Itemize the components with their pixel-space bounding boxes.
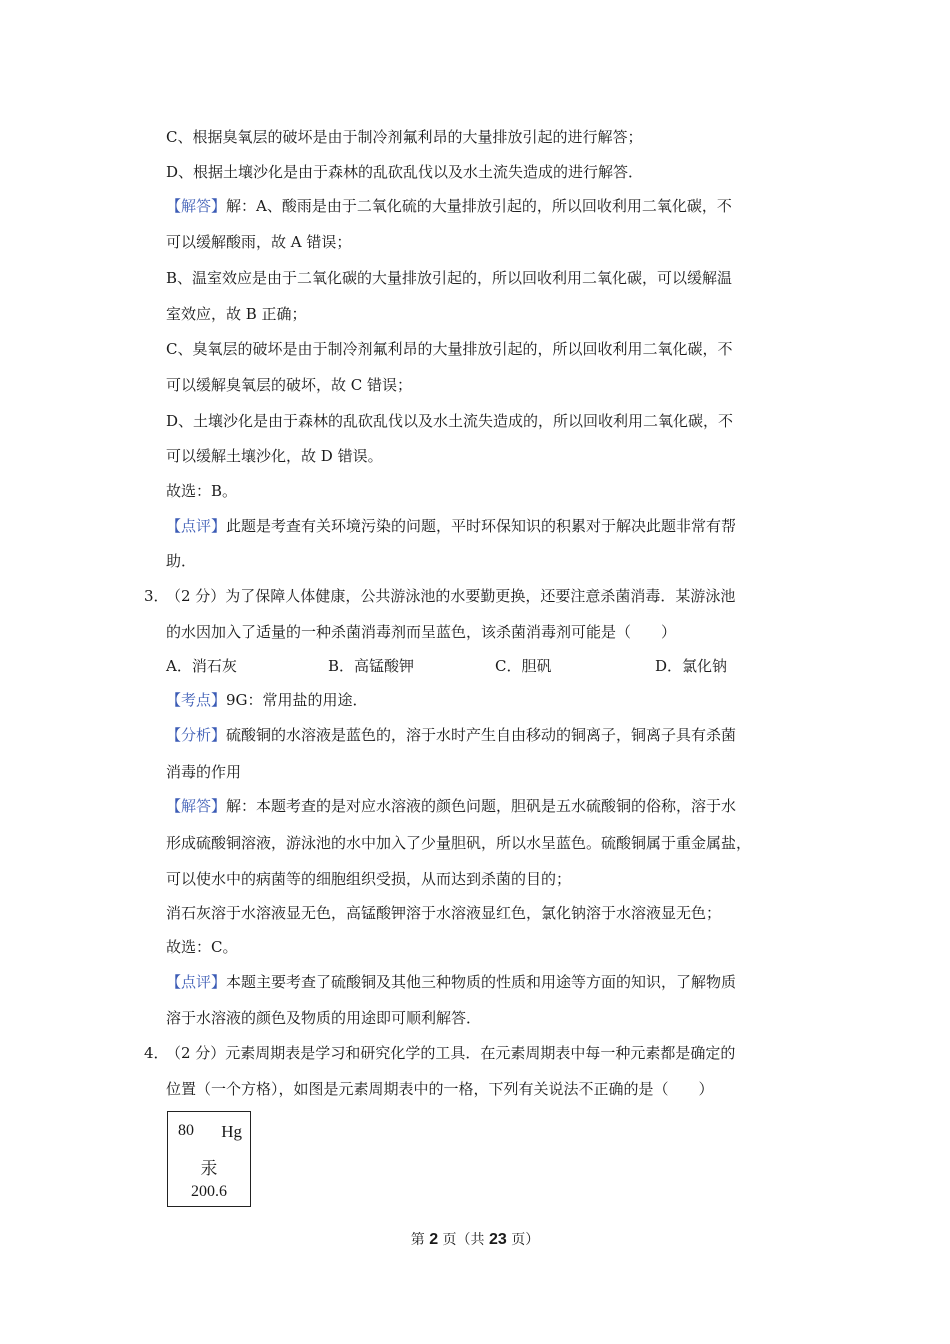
q3-analysis-line-2: 消毒的作用 (166, 763, 242, 781)
q2-answer-line-4: 室效应，故 B 正确； (166, 305, 307, 323)
atomic-mass: 200.6 (191, 1183, 227, 1200)
q2-answer-line-8: 可以缓解土壤沙化，故 D 错误。 (166, 447, 383, 465)
point-tag: 【考点】 (166, 691, 227, 709)
periodic-table-cell (167, 1111, 251, 1207)
q3-answer-line-1: 【解答】解：本题考查的是对应水溶液的颜色问题，胆矾是五水硫酸铜的俗称，溶于水 (166, 797, 737, 815)
q2-answer-line-1: 【解答】解：A、酸雨是由于二氧化硫的大量排放引起的，所以回收利用二氧化碳，不 (166, 197, 732, 215)
q2-line-c: C、根据臭氧层的破坏是由于制冷剂氟利昂的大量排放引起的进行解答； (166, 128, 643, 146)
q2-answer-line-5: C、臭氧层的破坏是由于制冷剂氟利昂的大量排放引起的，所以回收利用二氧化碳，不 (166, 340, 733, 358)
q4-stem-line-1: （2 分）元素周期表是学习和研究化学的工具．在元素周期表中每一种元素都是确定的 (166, 1044, 736, 1062)
q3-number: 3． (144, 587, 169, 605)
analysis-tag: 【分析】 (166, 726, 227, 744)
page-footer: 第 2 页（共 23 页） (410, 1231, 540, 1248)
q3-stem-line-2: 的水因加入了适量的一种杀菌消毒剂而呈蓝色，该杀菌消毒剂可能是（ ） (166, 623, 677, 641)
q2-answer-line-7: D、土壤沙化是由于森林的乱砍乱伐以及水土流失造成的，所以回收利用二氧化碳，不 (166, 412, 734, 430)
q2-answer-line-2: 可以缓解酸雨，故 A 错误； (166, 233, 352, 251)
element-name: 汞 (200, 1159, 218, 1179)
q3-stem-line-1: （2 分）为了保障人体健康，公共游泳池的水要勤更换，还要注意杀菌消毒．某游泳池 (166, 587, 736, 605)
q2-answer-line-6: 可以缓解臭氧层的破坏，故 C 错误； (166, 376, 413, 394)
q3-option-a: A．消石灰 (166, 657, 237, 675)
q3-comment-line-1: 【点评】本题主要考查了硫酸铜及其他三种物质的性质和用途等方面的知识，了解物质 (166, 973, 737, 991)
q4-stem-line-2: 位置（一个方格），如图是元素周期表中的一格，下列有关说法不正确的是（ ） (166, 1080, 714, 1098)
q3-analysis-line-1: 【分析】硫酸铜的水溶液是蓝色的，溶于水时产生自由移动的铜离子，铜离子具有杀菌 (166, 726, 737, 744)
total-pages: 23 (489, 1231, 507, 1248)
q3-option-b: B．高锰酸钾 (328, 657, 415, 675)
current-page: 2 (429, 1231, 439, 1248)
q3-answer-line-3: 可以使水中的病菌等的细胞组织受损，从而达到杀菌的目的； (166, 870, 572, 888)
q3-answer-line-4: 消石灰溶于水溶液显无色，高锰酸钾溶于水溶液显红色，氯化钠溶于水溶液显无色； (166, 904, 722, 922)
q2-comment-line-2: 助． (166, 552, 197, 570)
q3-option-c: C．胆矾 (495, 657, 552, 675)
atomic-number: 80 (178, 1122, 194, 1139)
comment-tag: 【点评】 (166, 973, 227, 991)
q3-point: 【考点】9G：常用盐的用途． (166, 691, 368, 709)
q2-answer-line-3: B、温室效应是由于二氧化碳的大量排放引起的，所以回收利用二氧化碳，可以缓解温 (166, 269, 733, 287)
q3-option-d: D．氯化钠 (655, 657, 728, 675)
q4-number: 4． (144, 1044, 169, 1062)
q2-comment-line-1: 【点评】此题是考查有关环境污染的问题，平时环保知识的积累对于解决此题非常有帮 (166, 517, 737, 535)
q3-answer-line-2: 形成硫酸铜溶液，游泳池的水中加入了少量胆矾，所以水呈蓝色。硫酸铜属于重金属盐， (166, 834, 752, 852)
q3-choice: 故选：C。 (166, 938, 238, 956)
q3-comment-line-2: 溶于水溶液的颜色及物质的用途即可顺利解答． (166, 1009, 482, 1027)
comment-tag: 【点评】 (166, 517, 227, 535)
answer-tag: 【解答】 (166, 797, 227, 815)
q2-choice: 故选：B。 (166, 482, 238, 500)
element-symbol: Hg (221, 1122, 242, 1141)
q2-line-d: D、根据土壤沙化是由于森林的乱砍乱伐以及水土流失造成的进行解答． (166, 163, 644, 181)
answer-tag: 【解答】 (166, 197, 227, 215)
